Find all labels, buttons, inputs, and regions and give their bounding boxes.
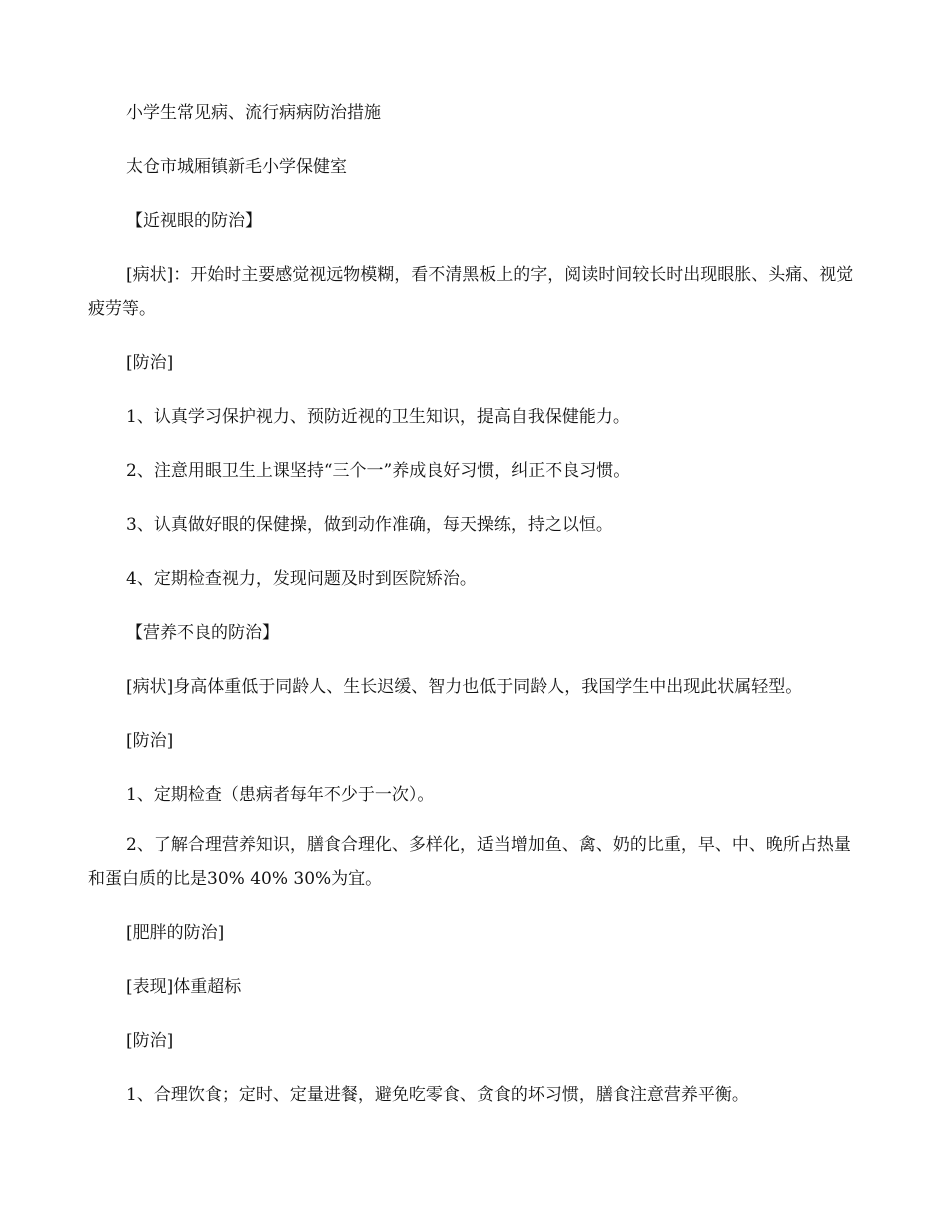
myopia-item-4: 4、定期检查视力，发现问题及时到医院矫治。	[126, 569, 477, 589]
obesity-item-1: 1、合理饮食；定时、定量进餐，避免吃零食、贪食的坏习惯，膳食注意营养平衡。	[126, 1085, 749, 1105]
malnutrition-item-2: 2、了解合理营养知识，膳食合理化、多样化，适当增加鱼、禽、奶的比重，早、中、晚所占热量和蛋白质的比是30% 40% 30%为宜。	[88, 835, 851, 889]
obesity-prevention-label: [防治]	[126, 1031, 174, 1051]
myopia-item-3: 3、认真做好眼的保健操，做到动作准确，每天操练，持之以恒。	[126, 515, 613, 535]
myopia-symptoms: [病状]：开始时主要感觉视远物模糊，看不清黑板上的字，阅读时间较长时出现眼胀、头痛、视觉疲劳等。	[88, 265, 854, 319]
obesity-symptoms: [表现]体重超标	[126, 977, 242, 997]
myopia-item-1: 1、认真学习保护视力、预防近视的卫生知识，提高自我保健能力。	[126, 407, 630, 427]
myopia-prevention-label: [防治]	[126, 353, 174, 373]
section-heading-obesity: [肥胖的防治]	[126, 923, 225, 943]
myopia-item-2: 2、注意用眼卫生上课坚持“三个一”养成良好习惯，纠正不良习惯。	[126, 461, 631, 481]
document-author: 太仓市城厢镇新毛小学保健室	[126, 157, 347, 177]
document-title: 小学生常见病、流行病病防治措施	[126, 103, 381, 123]
malnutrition-symptoms: [病状]身高体重低于同龄人、生长迟缓、智力也低于同龄人，我国学生中出现此状属轻型。	[126, 677, 803, 697]
section-heading-myopia: 【近视眼的防治】	[126, 211, 262, 231]
malnutrition-item-1: 1、定期检查（患病者每年不少于一次）。	[126, 785, 435, 805]
section-heading-malnutrition: 【营养不良的防治】	[126, 623, 279, 643]
malnutrition-prevention-label: [防治]	[126, 731, 174, 751]
